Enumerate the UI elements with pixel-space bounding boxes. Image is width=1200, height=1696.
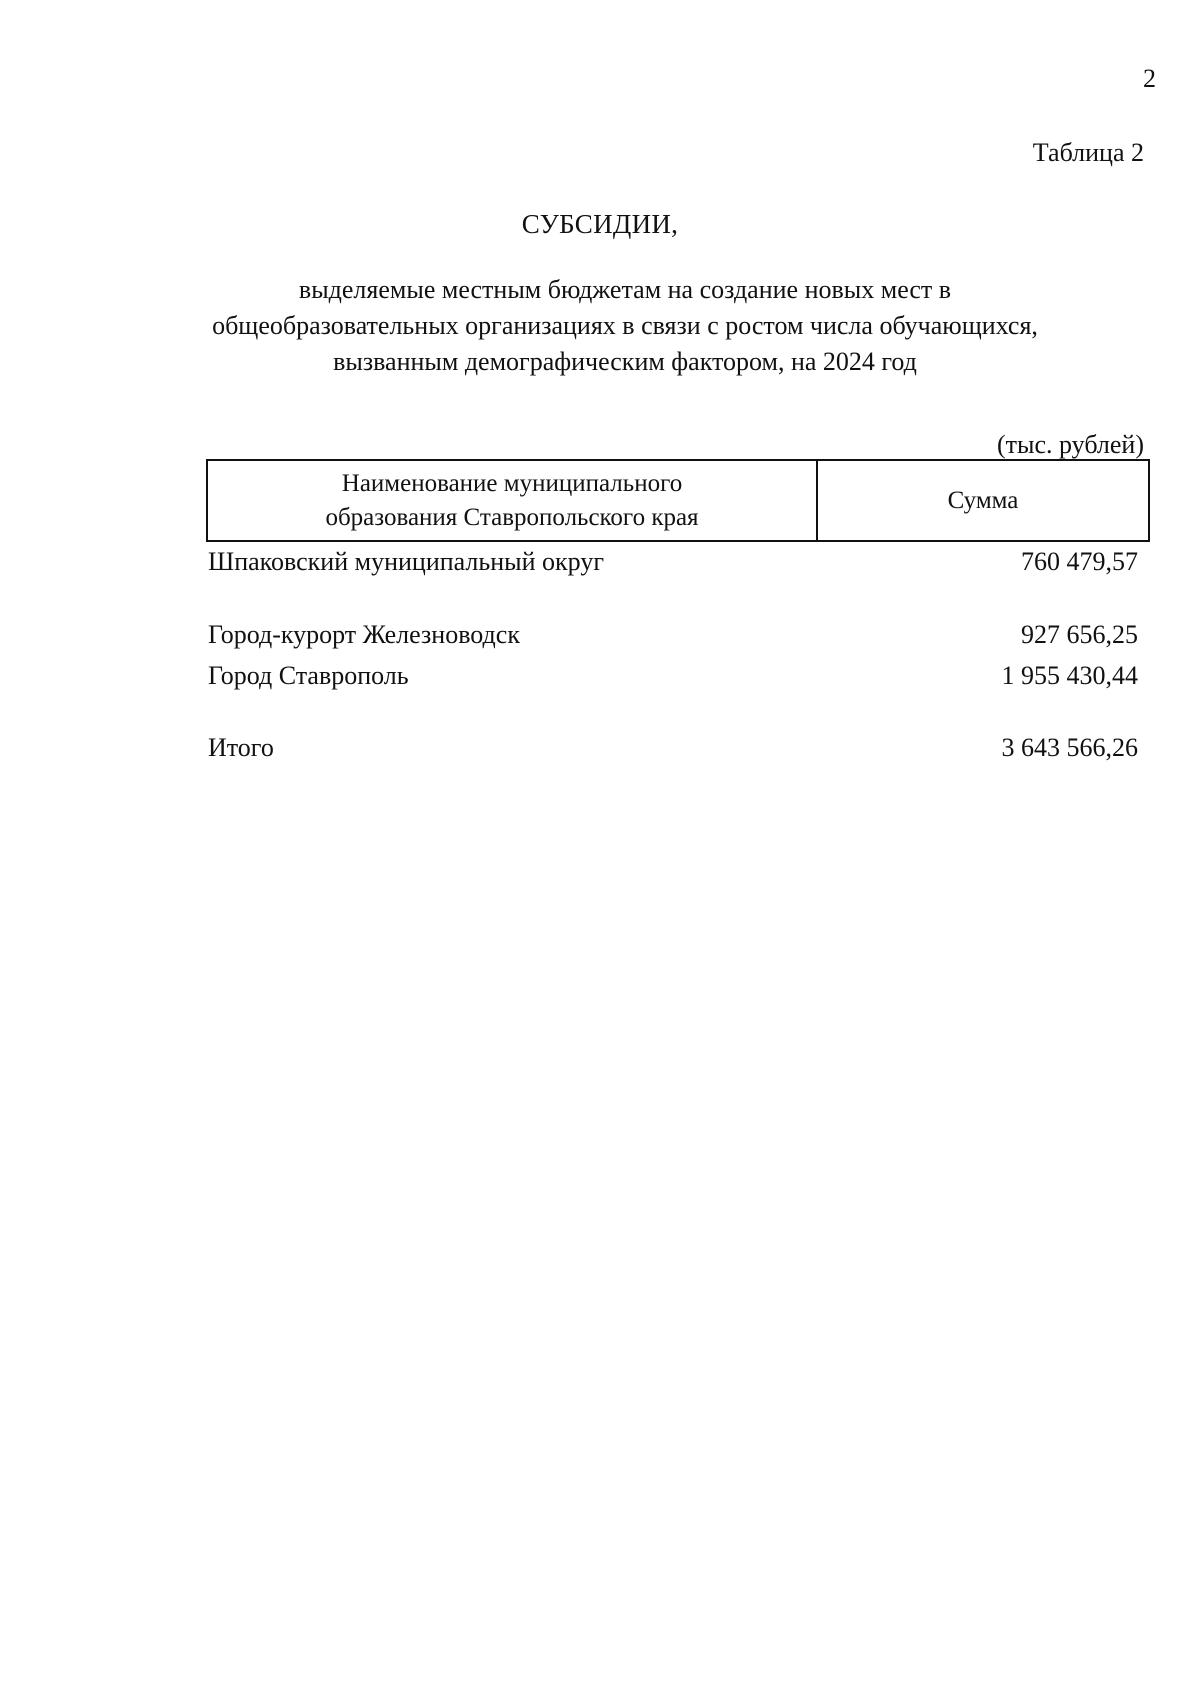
row-sum: 760 479,57 [1021, 547, 1138, 576]
table-label: Таблица 2 [1032, 138, 1144, 167]
document-title: СУБСИДИИ, [521, 209, 679, 239]
document-subtitle [190, 272, 1060, 380]
row-name: Город Ставрополь [208, 661, 409, 690]
subtitle-line: общеобразовательных организациях в связи с ростом числа обучающихся, [212, 311, 1038, 340]
unit-note: (тыс. рублей) [996, 430, 1144, 459]
subtitle-line: выделяемые местным бюджетам на создание новых мест в [298, 275, 952, 304]
table-row [208, 547, 1138, 577]
table-header [206, 459, 1150, 542]
row-name: Шпаковский муниципальный округ [208, 547, 604, 576]
total-label: Итого [208, 733, 274, 762]
row-sum: 927 656,25 [1021, 620, 1138, 649]
total-sum: 3 643 566,26 [1001, 733, 1138, 762]
header-cell-name [208, 461, 818, 540]
page-number: 2 [1143, 64, 1156, 93]
row-name: Город-курорт Железноводск [208, 620, 520, 649]
row-sum: 1 955 430,44 [1001, 661, 1138, 690]
total-row [208, 733, 1138, 763]
table-row [208, 620, 1138, 650]
header-name-line: Наименование муниципального [341, 469, 683, 497]
subtitle-line: вызванным демографическим фактором, на 2024 год [333, 347, 917, 376]
header-cell-sum: Сумма [947, 486, 1019, 514]
table-row [208, 661, 1138, 691]
header-name-line: образования Ставропольского края [325, 503, 699, 531]
